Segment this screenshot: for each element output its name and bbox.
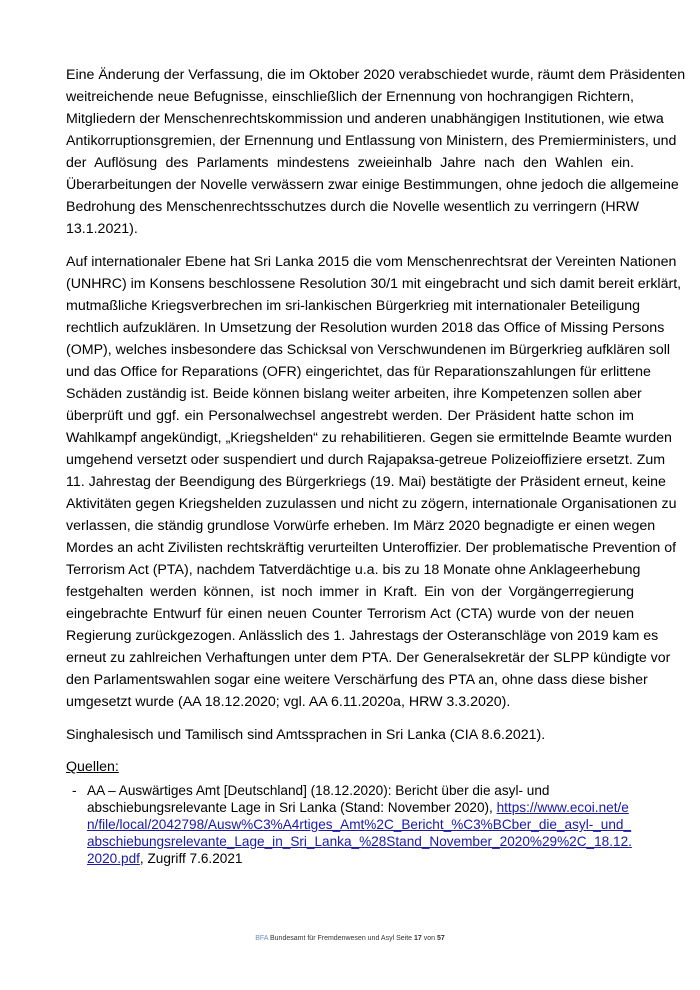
text-line: Mitgliedern der Menschenrechtskommission und anderen unabhängigen Institutionen, wie etwa bbox=[66, 111, 664, 127]
source-access-date: , Zugriff 7.6.2021 bbox=[139, 851, 243, 866]
text-line: eingebrachte Entwurf für einen neuen Counter Terrorism Act (CTA) wurde von der neuen bbox=[66, 606, 634, 622]
source-link[interactable]: https://www.ecoi.net/en/file/local/2042798/Ausw%C3%A4rtiges_Amt%2C_Bericht_%C3%BCber_die_asyl-_und_abschiebungsrelevante_Lage_in_Sri_Lanka_%28Stand_November_2020%29%2C_18.12.2020.pdf bbox=[87, 800, 632, 866]
text-line: Terrorism Act (PTA), nachdem Tatverdächtige u.a. bis zu 18 Monate ohne Anklageerhebung bbox=[66, 562, 641, 578]
footer-of-label: von bbox=[423, 935, 436, 942]
page-footer bbox=[0, 935, 700, 942]
text-line: (OMP), welches insbesondere das Schicksal von Verschwundenen im Bürgerkrieg aufklären soll bbox=[66, 342, 671, 358]
text-line: rechtlich aufzuklären. In Umsetzung der Resolution wurden 2018 das Office of Missing Persons bbox=[66, 320, 665, 336]
text-line: erneut zu zahlreichen Verhaftungen unter dem PTA. Der Generalsekretär der SLPP kündigte vor bbox=[66, 650, 671, 666]
text-line: Auf internationaler Ebene hat Sri Lanka 2015 die vom Menschenrechtsrat der Vereinten Nationen bbox=[66, 254, 677, 270]
footer-page-total: 57 bbox=[437, 935, 445, 942]
text-line: Aktivitäten gegen Kriegshelden zuzulassen und nicht zu zögern, internationale Organisationen zu bbox=[66, 496, 677, 512]
text-line: Antikorruptionsgremien, der Ernennung und Entlassung von Ministern, des Premierministers, und bbox=[66, 133, 677, 149]
footer-page-label: Seite bbox=[396, 935, 413, 942]
list-bullet: - bbox=[72, 783, 77, 798]
text-line: (UNHRC) im Konsens beschlossene Resolution 30/1 mit eingebracht und sich damit bereit erklärt, bbox=[66, 276, 682, 292]
footer-org: Bundesamt für Fremdenwesen und Asyl bbox=[270, 935, 395, 942]
document-body bbox=[66, 64, 686, 867]
text-line: Wahlkampf angekündigt, „Kriegshelden“ zu rehabilitieren. Gegen sie ermittelnde Beamte wurden bbox=[66, 430, 672, 446]
text-line: umgehend versetzt oder suspendiert und durch Rajapaksa-getreue Polizeioffiziere ersetzt. Zum bbox=[66, 452, 666, 468]
text-line: 13.1.2021). bbox=[66, 221, 138, 237]
paragraph bbox=[66, 64, 686, 240]
text-line: den Parlamentswahlen sogar eine weitere Verschärfung des PTA an, ohne dass diese bisher bbox=[66, 672, 648, 688]
text-line: verlassen, die ständig grundlose Vorwürfe erheben. Im März 2020 begnadigte er einen wegen bbox=[66, 518, 656, 534]
text-line: Bedrohung des Menschenrechtsschutzes durch die Novelle wesentlich zu verringern (HRW bbox=[66, 199, 640, 215]
text-line: Singhalesisch und Tamilisch sind Amtssprachen in Sri Lanka (CIA 8.6.2021). bbox=[66, 727, 546, 743]
text-line: der Auflösung des Parlaments mindestens zweieinhalb Jahre nach den Wahlen ein. bbox=[66, 155, 634, 171]
bfa-logo: BFA bbox=[255, 935, 269, 942]
text-line: Überarbeitungen der Novelle verwässern zwar einige Bestimmungen, ohne jedoch die allgemeine bbox=[66, 177, 679, 193]
source-item bbox=[66, 782, 634, 867]
text-line: überprüft und ggf. ein Personalwechsel angestrebt werden. Der Präsident hatte schon im bbox=[66, 408, 634, 424]
text-line: Eine Änderung der Verfassung, die im Oktober 2020 verabschiedet wurde, räumt dem Präsidenten bbox=[66, 67, 686, 83]
paragraph bbox=[66, 724, 634, 746]
text-line: Schäden zuständig ist. Beide können bislang weiter arbeiten, ihre Kompetenzen sollen aber bbox=[66, 386, 642, 402]
text-line: 11. Jahrestag der Beendigung des Bürgerkriegs (19. Mai) bestätigte der Präsident erneut, keine bbox=[66, 474, 666, 490]
sources-heading: Quellen: bbox=[66, 759, 119, 775]
footer-page-number: 17 bbox=[414, 935, 422, 942]
text-line: weitreichende neue Befugnisse, einschließlich der Ernennung von hochrangigen Richtern, bbox=[66, 89, 634, 105]
text-line: umgesetzt wurde (AA 18.12.2020; vgl. AA 6.11.2020a, HRW 3.3.2020). bbox=[66, 694, 511, 710]
text-line: mutmaßliche Kriegsverbrechen im sri-lankischen Bürgerkrieg mit internationaler Beteiligung bbox=[66, 298, 641, 314]
text-line: Regierung zurückgezogen. Anlässlich des 1. Jahrestags der Osteranschläge von 2019 kam es bbox=[66, 628, 659, 644]
paragraph bbox=[66, 251, 682, 713]
text-line: und das Office for Reparations (OFR) eingerichtet, das für Reparationszahlungen für erlittene bbox=[66, 364, 651, 380]
text-line: Mordes an acht Zivilisten rechtskräftig verurteilten Unteroffizier. Der problematische Prevention of bbox=[66, 540, 677, 556]
source-text: AA – Auswärtiges Amt [Deutschland] (18.12.2020): Bericht über die asyl- und abschiebungsrelevante Lage in Sri Lanka (Stand: November 2020), bbox=[87, 783, 550, 815]
text-line: festgehalten werden können, ist noch immer in Kraft. Ein von der Vorgängerregierung bbox=[66, 584, 634, 600]
